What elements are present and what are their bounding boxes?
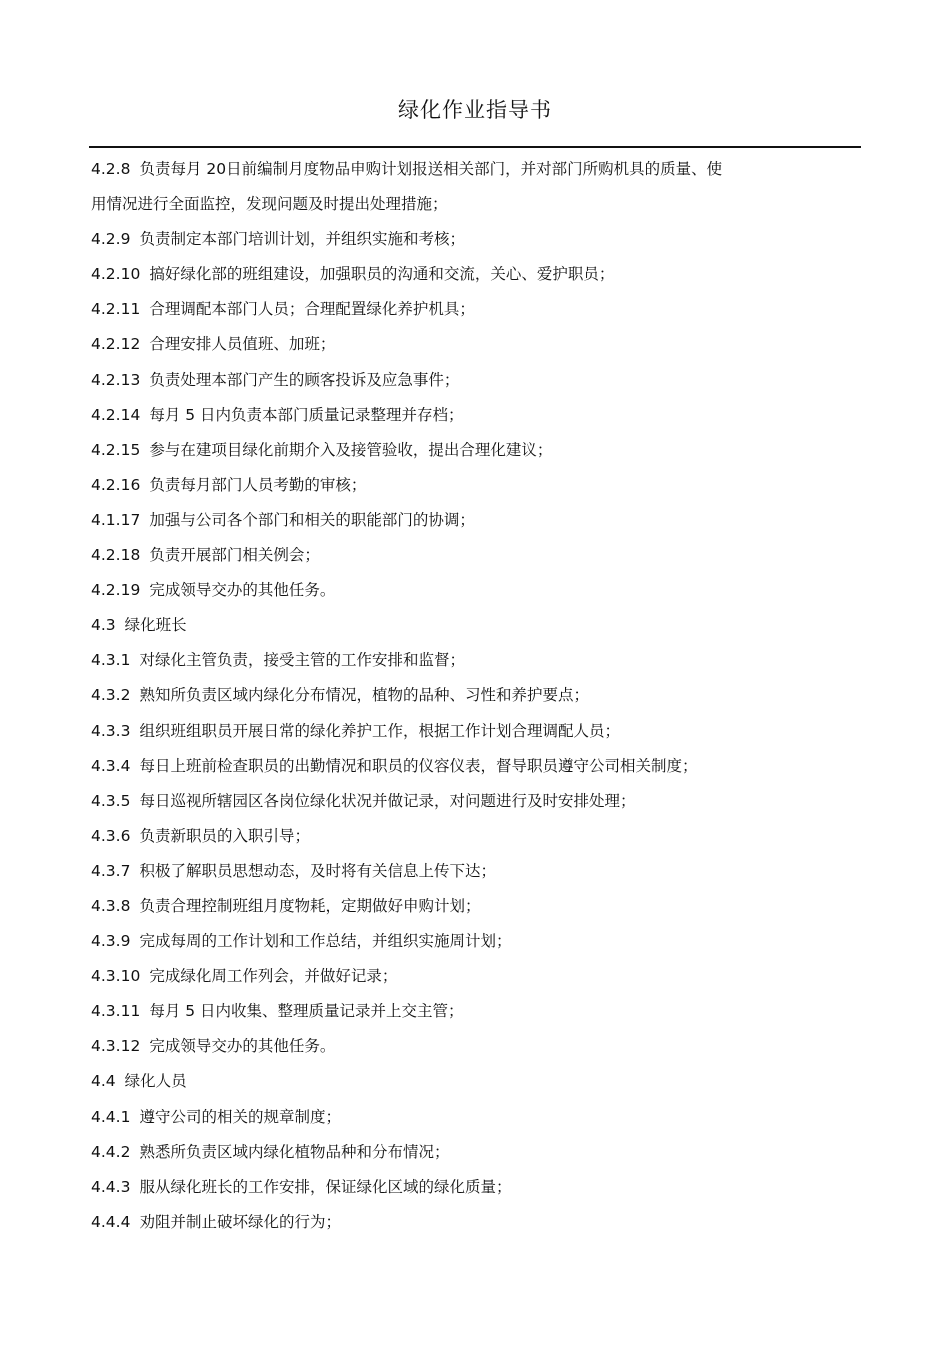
clause-text: 组织班组职员开展日常的绿化养护工作，根据工作计划合理调配人员；	[139, 721, 620, 740]
clause-number: 4.3.3	[91, 721, 131, 740]
clause-number: 4.3.9	[91, 932, 131, 951]
clause-text: 搞好绿化部的班组建设，加强职员的沟通和交流，关心、爱护职员；	[149, 265, 615, 284]
document-line	[91, 1104, 851, 1139]
clause-text: 合理安排人员值班、加班；	[149, 335, 336, 354]
document-line	[91, 718, 851, 753]
clause-text: 用情况进行全面监控，发现问题及时提出处理措施；	[91, 195, 448, 214]
clause-number: 4.2.14	[91, 405, 141, 424]
document-line	[91, 823, 851, 858]
document-line	[91, 542, 851, 577]
clause-number: 4.4.1	[91, 1107, 131, 1126]
clause-text: 负责新职员的入职引导；	[139, 826, 310, 845]
clause-text: 完成绿化周工作列会，并做好记录；	[149, 967, 398, 986]
clause-text: 完成每周的工作计划和工作总结，并组织实施周计划；	[139, 932, 512, 951]
clause-number: 4.1.17	[91, 510, 141, 529]
clause-number: 4.2.13	[91, 370, 141, 389]
clause-text: 负责制定本部门培训计划，并组织实施和考核；	[139, 230, 465, 249]
document-line	[91, 647, 851, 682]
document-line	[91, 753, 851, 788]
clause-number: 4.4.3	[91, 1177, 131, 1196]
document-line	[91, 858, 851, 893]
document-line	[91, 893, 851, 928]
document-line	[91, 998, 851, 1033]
document-line	[91, 1209, 851, 1244]
document-line	[91, 577, 851, 612]
clause-number: 4.2.10	[91, 265, 141, 284]
clause-number: 4.3.1	[91, 651, 131, 670]
document-line	[91, 296, 851, 331]
clause-number: 4.2.19	[91, 581, 141, 600]
document-line	[91, 928, 851, 963]
document-line	[91, 1174, 851, 1209]
clause-text: 每月 5 日内负责本部门质量记录整理并存档；	[149, 405, 464, 424]
clause-number: 4.2.9	[91, 230, 131, 249]
document-line	[91, 191, 851, 226]
clause-number: 4.2.15	[91, 440, 141, 459]
document-line	[91, 156, 851, 191]
clause-text: 每日巡视所辖园区各岗位绿化状况并做记录，对问题进行及时安排处理；	[139, 791, 636, 810]
clause-text: 参与在建项目绿化前期介入及接管验收，提出合理化建议；	[149, 440, 553, 459]
document-line	[91, 1068, 851, 1103]
clause-text: 熟悉所负责区域内绿化植物品种和分布情况；	[139, 1142, 450, 1161]
clause-number: 4.3.8	[91, 896, 131, 915]
clause-text: 负责每月部门人员考勤的审核；	[149, 475, 367, 494]
document-line	[91, 472, 851, 507]
clause-text: 合理调配本部门人员；合理配置绿化养护机具；	[149, 300, 475, 319]
document-line	[91, 261, 851, 296]
clause-text: 每月 5 日内收集、整理质量记录并上交主管；	[149, 1002, 464, 1021]
clause-text: 对绿化主管负责，接受主管的工作安排和监督；	[139, 651, 465, 670]
clause-number: 4.4	[91, 1072, 116, 1091]
document-line	[91, 1139, 851, 1174]
document-line	[91, 437, 851, 472]
clause-text: 负责开展部门相关例会；	[149, 546, 320, 565]
clause-text: 劝阻并制止破坏绿化的行为；	[139, 1212, 341, 1231]
document-line	[91, 682, 851, 717]
document-line	[91, 226, 851, 261]
clause-text: 遵守公司的相关的规章制度；	[139, 1107, 341, 1126]
clause-text: 积极了解职员思想动态，及时将有关信息上传下达；	[139, 861, 496, 880]
clause-text: 每日上班前检查职员的出勤情况和职员的仪容仪表，督导职员遵守公司相关制度；	[139, 756, 698, 775]
clause-number: 4.3.6	[91, 826, 131, 845]
clause-text: 负责每月 20日前编制月度物品申购计划报送相关部门，并对部门所购机具的质量、使	[139, 160, 723, 178]
document-line	[91, 1033, 851, 1068]
clause-number: 4.2.12	[91, 335, 141, 354]
clause-number: 4.3.12	[91, 1037, 141, 1056]
document-line	[91, 402, 851, 437]
clause-number: 4.3.5	[91, 791, 131, 810]
document-line	[91, 367, 851, 402]
document-line	[91, 963, 851, 998]
clause-number: 4.4.4	[91, 1212, 131, 1231]
document-line	[91, 612, 851, 647]
clause-number: 4.3.11	[91, 1002, 141, 1021]
clause-text: 绿化人员	[124, 1072, 187, 1091]
clause-text: 负责处理本部门产生的顾客投诉及应急事件；	[149, 370, 460, 389]
clause-number: 4.3	[91, 616, 116, 635]
clause-text: 负责合理控制班组月度物耗，定期做好申购计划；	[139, 896, 481, 915]
clause-text: 完成领导交办的其他任务。	[149, 1037, 336, 1056]
clause-text: 服从绿化班长的工作安排，保证绿化区域的绿化质量；	[139, 1177, 512, 1196]
clause-number: 4.2.8	[91, 160, 131, 178]
clause-number: 4.4.2	[91, 1142, 131, 1161]
clause-text: 完成领导交办的其他任务。	[149, 581, 336, 600]
clause-number: 4.2.16	[91, 475, 141, 494]
clause-text: 加强与公司各个部门和相关的职能部门的协调；	[149, 510, 475, 529]
title-divider	[89, 146, 861, 148]
clause-number: 4.3.2	[91, 686, 131, 705]
document-body	[91, 156, 851, 1244]
document-line	[91, 507, 851, 542]
document-title: 绿化作业指导书	[398, 98, 552, 122]
clause-number: 4.3.4	[91, 756, 131, 775]
document-line	[91, 788, 851, 823]
clause-text: 绿化班长	[124, 616, 187, 635]
clause-number: 4.2.11	[91, 300, 141, 319]
clause-text: 熟知所负责区域内绿化分布情况，植物的品种、习性和养护要点；	[139, 686, 589, 705]
document-line	[91, 331, 851, 366]
clause-number: 4.3.7	[91, 861, 131, 880]
clause-number: 4.2.18	[91, 546, 141, 565]
clause-number: 4.3.10	[91, 967, 141, 986]
